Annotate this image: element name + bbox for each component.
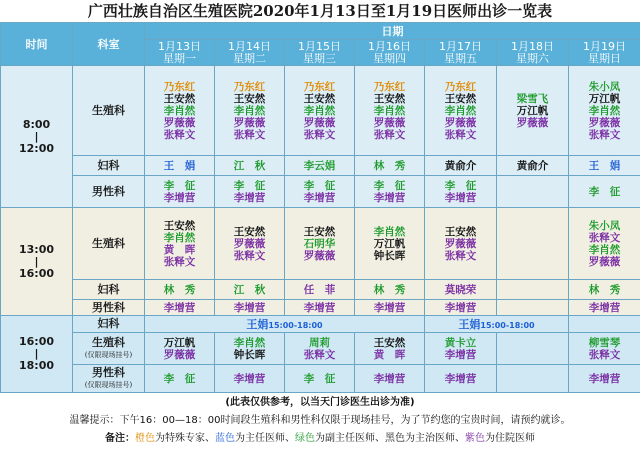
day-cell bbox=[497, 300, 569, 316]
day-cell bbox=[425, 280, 497, 300]
day-date: 1月18日 bbox=[511, 39, 554, 53]
day-cell bbox=[285, 300, 355, 316]
doctor-name: 江 秋 bbox=[233, 283, 266, 296]
day-cell bbox=[425, 208, 497, 280]
day-cell bbox=[497, 66, 569, 156]
doctor-name: 王安然 bbox=[444, 92, 477, 105]
doctor-name: 黄 晖 bbox=[373, 348, 406, 361]
doctor-name: 梁雪飞 bbox=[516, 92, 549, 105]
day-weekday: 星期二 bbox=[233, 51, 266, 65]
doctor-name: 李肖然 bbox=[373, 104, 406, 117]
doctor-name: 李肖然 bbox=[444, 104, 477, 117]
day-cell bbox=[425, 176, 497, 208]
doctor-name: 万江帆 bbox=[163, 336, 196, 349]
disclaimer-note: (此表仅供参考，以当天门诊医生出诊为准) bbox=[225, 397, 415, 408]
day-cell bbox=[285, 208, 355, 280]
legend-color-word: 紫色 bbox=[465, 433, 485, 444]
dept-andrology-afternoon: 男性科 bbox=[73, 300, 145, 316]
day-cell bbox=[355, 208, 425, 280]
doctor-name: 任 菲 bbox=[303, 283, 336, 296]
doctor-name: 李增营 bbox=[233, 301, 266, 314]
legend-color-word: 蓝色 bbox=[215, 433, 235, 444]
doctor-name: 王安然 bbox=[233, 92, 266, 105]
doctor-name: 钟长晖 bbox=[233, 348, 266, 361]
doctor-name: 张释文 bbox=[444, 128, 477, 141]
doctor-name: 张释文 bbox=[373, 128, 406, 141]
doctor-name: 周莉 bbox=[309, 336, 330, 349]
doctor-name: 江 秋 bbox=[233, 159, 266, 172]
doctor-name: 罗薇薇 bbox=[163, 348, 196, 361]
doctor-name: 李增营 bbox=[303, 191, 336, 204]
day-header bbox=[355, 40, 425, 66]
doctor-name: 李肖然 bbox=[163, 231, 196, 244]
doctor-name: 罗薇薇 bbox=[233, 237, 266, 250]
doctor-name: 黄俞介 bbox=[516, 159, 549, 172]
day-weekday: 星期一 bbox=[163, 51, 196, 65]
day-header bbox=[215, 40, 285, 66]
day-cell bbox=[497, 365, 569, 393]
day-cell bbox=[215, 208, 285, 280]
doctor-name: 柳雪琴 bbox=[588, 336, 621, 349]
doctor-name: 罗薇薇 bbox=[444, 116, 477, 129]
doctor-name: 乃东红 bbox=[444, 80, 477, 93]
dept-reproductive-afternoon: 生殖科 bbox=[73, 208, 145, 280]
day-cell bbox=[355, 365, 425, 393]
gyn-evening-span-1: 王娟15:00-18:00 bbox=[145, 316, 425, 333]
legend-text: 为主治医师、 bbox=[405, 433, 465, 444]
time-header: 时间 bbox=[1, 23, 73, 66]
doctor-name: 王安然 bbox=[303, 225, 336, 238]
day-cell bbox=[569, 365, 640, 393]
doctor-name: 李增营 bbox=[373, 301, 406, 314]
dept-andrology-morning: 男性科 bbox=[73, 176, 145, 208]
doctor-name: 李肖然 bbox=[233, 104, 266, 117]
day-cell bbox=[145, 280, 215, 300]
day-weekday: 星期五 bbox=[444, 51, 477, 65]
day-weekday: 星期六 bbox=[516, 51, 549, 65]
doctor-name: 李增营 bbox=[233, 372, 266, 385]
page-title: 广西壮族自治区生殖医院2020年1月13日至1月19日医师出诊一览表 bbox=[87, 2, 553, 20]
doctor-name: 李肖然 bbox=[588, 243, 621, 256]
day-cell bbox=[569, 300, 640, 316]
day-cell bbox=[285, 365, 355, 393]
doctor-name: 罗薇薇 bbox=[373, 116, 406, 129]
dept-gynecology-evening: 妇科 bbox=[73, 316, 145, 333]
doctor-name: 李 征 bbox=[303, 179, 336, 192]
doctor-name: 罗薇薇 bbox=[444, 237, 477, 250]
doctor-name: 万江帆 bbox=[373, 237, 406, 250]
day-cell bbox=[215, 365, 285, 393]
doctor-name: 王安然 bbox=[163, 92, 196, 105]
day-cell bbox=[355, 300, 425, 316]
date-header: 日期 bbox=[145, 23, 640, 40]
day-header bbox=[285, 40, 355, 66]
day-cell bbox=[215, 333, 285, 365]
doctor-name: 林 秀 bbox=[373, 283, 406, 296]
day-cell bbox=[569, 156, 640, 176]
doctor-name: 李 征 bbox=[233, 179, 266, 192]
doctor-name: 王安然 bbox=[303, 92, 336, 105]
doctor-name: 张释文 bbox=[233, 249, 266, 262]
day-cell bbox=[215, 176, 285, 208]
doctor-name: 李 征 bbox=[444, 179, 477, 192]
doctor-name: 张释文 bbox=[588, 128, 621, 141]
day-date: 1月14日 bbox=[228, 39, 271, 53]
schedule-table bbox=[0, 22, 640, 393]
doctor-name: 黄卡立 bbox=[444, 336, 477, 349]
doctor-name: 王 娟 bbox=[588, 159, 621, 172]
day-header bbox=[569, 40, 640, 66]
doctor-name: 张释文 bbox=[444, 249, 477, 262]
doctor-name: 李肖然 bbox=[303, 104, 336, 117]
doctor-name: 李增营 bbox=[373, 191, 406, 204]
day-weekday: 星期三 bbox=[303, 51, 336, 65]
doctor-name: 罗薇薇 bbox=[163, 116, 196, 129]
day-cell bbox=[425, 300, 497, 316]
day-cell bbox=[145, 176, 215, 208]
doctor-name: 李 征 bbox=[588, 185, 621, 198]
day-header bbox=[497, 40, 569, 66]
day-cell bbox=[425, 365, 497, 393]
doctor-name: 朱小凤 bbox=[588, 80, 621, 93]
day-cell bbox=[215, 66, 285, 156]
doctor-name: 李增营 bbox=[588, 372, 621, 385]
gyn-evening-span-2: 王娟15:00-18:00 bbox=[425, 316, 569, 333]
day-date: 1月19日 bbox=[583, 39, 627, 53]
day-cell bbox=[569, 280, 640, 300]
doctor-name: 黄俞介 bbox=[444, 159, 477, 172]
day-cell bbox=[215, 300, 285, 316]
day-weekday: 星期四 bbox=[373, 51, 406, 65]
day-cell bbox=[355, 156, 425, 176]
legend-prefix: 备注： bbox=[105, 433, 135, 444]
doctor-name: 莫晓荣 bbox=[444, 283, 477, 296]
doctor-name: 乃东红 bbox=[233, 80, 266, 93]
day-cell bbox=[425, 333, 497, 365]
doctor-name: 石明华 bbox=[303, 237, 336, 250]
doctor-name: 李云娟 bbox=[303, 159, 336, 172]
doctor-name: 罗薇薇 bbox=[516, 116, 549, 129]
day-cell bbox=[497, 156, 569, 176]
doctor-name: 李增营 bbox=[163, 301, 196, 314]
day-cell bbox=[145, 365, 215, 393]
doctor-name: 万江帆 bbox=[516, 104, 549, 117]
day-cell bbox=[145, 208, 215, 280]
doctor-name: 李增营 bbox=[444, 348, 477, 361]
doctor-name: 李增营 bbox=[373, 372, 406, 385]
day-cell bbox=[215, 156, 285, 176]
doctor-name: 罗薇薇 bbox=[303, 249, 336, 262]
day-cell bbox=[497, 176, 569, 208]
doctor-name: 张释文 bbox=[163, 128, 196, 141]
doctor-name: 罗薇薇 bbox=[588, 116, 621, 129]
doctor-name: 钟长晖 bbox=[373, 249, 406, 262]
day-cell bbox=[355, 333, 425, 365]
doctor-name: 李增营 bbox=[233, 191, 266, 204]
day-cell bbox=[145, 300, 215, 316]
doctor-name: 林 秀 bbox=[373, 159, 406, 172]
doctor-name: 乃东红 bbox=[163, 80, 196, 93]
doctor-name: 罗薇薇 bbox=[588, 255, 621, 268]
day-cell bbox=[497, 333, 569, 365]
legend-text: 为特殊专家、 bbox=[155, 433, 215, 444]
morning-time: 8:00 | 12:00 bbox=[1, 66, 73, 208]
doctor-name: 张释文 bbox=[163, 255, 196, 268]
afternoon-time: 13:00 | 16:00 bbox=[1, 208, 73, 316]
day-cell bbox=[355, 280, 425, 300]
doctor-name: 王安然 bbox=[373, 92, 406, 105]
legend-text: 为住院医师 bbox=[485, 433, 535, 444]
doctor-name: 罗薇薇 bbox=[233, 116, 266, 129]
legend-text: 为副主任医师、 bbox=[315, 433, 385, 444]
day-cell bbox=[285, 176, 355, 208]
doctor-name: 李肖然 bbox=[373, 225, 406, 238]
day-cell bbox=[145, 66, 215, 156]
evening-time: 16:00 | 18:00 bbox=[1, 316, 73, 393]
doctor-name: 李肖然 bbox=[163, 104, 196, 117]
doctor-name: 李增营 bbox=[303, 301, 336, 314]
day-cell bbox=[497, 208, 569, 280]
dept-reproductive-evening: 生殖科 (仅限现场挂号) bbox=[73, 333, 145, 365]
doctor-name: 张释文 bbox=[588, 348, 621, 361]
doctor-name: 罗薇薇 bbox=[303, 116, 336, 129]
doctor-name: 李 征 bbox=[373, 179, 406, 192]
day-cell bbox=[569, 333, 640, 365]
doctor-name: 林 秀 bbox=[588, 283, 621, 296]
day-cell bbox=[569, 66, 640, 156]
doctor-name: 王安然 bbox=[233, 225, 266, 238]
doctor-name: 朱小凤 bbox=[588, 219, 621, 232]
day-cell bbox=[285, 333, 355, 365]
doctor-name: 王安然 bbox=[444, 225, 477, 238]
dept-gynecology-morning: 妇科 bbox=[73, 156, 145, 176]
legend-color-word: 黑色 bbox=[385, 433, 405, 444]
doctor-name: 王 娟 bbox=[163, 159, 196, 172]
doctor-name: 张释文 bbox=[233, 128, 266, 141]
doctor-name: 乃东红 bbox=[373, 80, 406, 93]
day-date: 1月16日 bbox=[368, 39, 411, 53]
color-legend bbox=[0, 430, 640, 447]
doctor-name: 王安然 bbox=[163, 219, 196, 232]
doctor-name: 乃东红 bbox=[303, 80, 336, 93]
day-cell bbox=[569, 176, 640, 208]
day-cell bbox=[285, 156, 355, 176]
day-date: 1月17日 bbox=[439, 39, 482, 53]
day-cell bbox=[145, 333, 215, 365]
day-cell bbox=[425, 156, 497, 176]
day-cell bbox=[497, 280, 569, 300]
doctor-name: 李 征 bbox=[163, 372, 196, 385]
doctor-name: 李肖然 bbox=[588, 104, 621, 117]
day-cell bbox=[285, 280, 355, 300]
doctor-name: 林 秀 bbox=[163, 283, 196, 296]
day-cell bbox=[285, 66, 355, 156]
day-header bbox=[145, 40, 215, 66]
dept-gynecology-afternoon: 妇科 bbox=[73, 280, 145, 300]
day-cell bbox=[425, 66, 497, 156]
doctor-name: 李增营 bbox=[444, 372, 477, 385]
day-cell bbox=[145, 156, 215, 176]
doctor-name: 张释文 bbox=[303, 128, 336, 141]
day-cell bbox=[355, 66, 425, 156]
doctor-name: 张释文 bbox=[588, 231, 621, 244]
doctor-name: 李 征 bbox=[163, 179, 196, 192]
doctor-name: 黄 晖 bbox=[163, 243, 196, 256]
day-cell bbox=[215, 280, 285, 300]
doctor-name: 李增营 bbox=[444, 191, 477, 204]
day-date: 1月13日 bbox=[158, 39, 201, 53]
dept-andrology-evening: 男性科 (仅限现场挂号) bbox=[73, 365, 145, 393]
doctor-name: 李增营 bbox=[588, 301, 621, 314]
doctor-name: 王安然 bbox=[373, 336, 406, 349]
doctor-name: 李增营 bbox=[163, 191, 196, 204]
day-header bbox=[425, 40, 497, 66]
doctor-name: 张释文 bbox=[303, 348, 336, 361]
day-cell bbox=[569, 208, 640, 280]
day-date: 1月15日 bbox=[298, 39, 341, 53]
doctor-name: 万江帆 bbox=[588, 92, 621, 105]
doctor-name: 李增营 bbox=[444, 301, 477, 314]
dept-reproductive-morning: 生殖科 bbox=[73, 66, 145, 156]
doctor-name: 李 征 bbox=[303, 372, 336, 385]
legend-color-word: 绿色 bbox=[295, 433, 315, 444]
warm-tip: 温馨提示：下午16：00—18：00时间段生殖科和男性科仅限于现场挂号，为了节约您的宝贵时间，请预约就诊。 bbox=[69, 415, 571, 426]
day-cell bbox=[355, 176, 425, 208]
legend-text: 为主任医师、 bbox=[235, 433, 295, 444]
doctor-name: 李肖然 bbox=[233, 336, 266, 349]
dept-header: 科室 bbox=[73, 23, 145, 66]
gyn-evening-empty bbox=[569, 316, 640, 333]
legend-color-word: 橙色 bbox=[135, 433, 155, 444]
day-weekday: 星期日 bbox=[588, 51, 622, 65]
